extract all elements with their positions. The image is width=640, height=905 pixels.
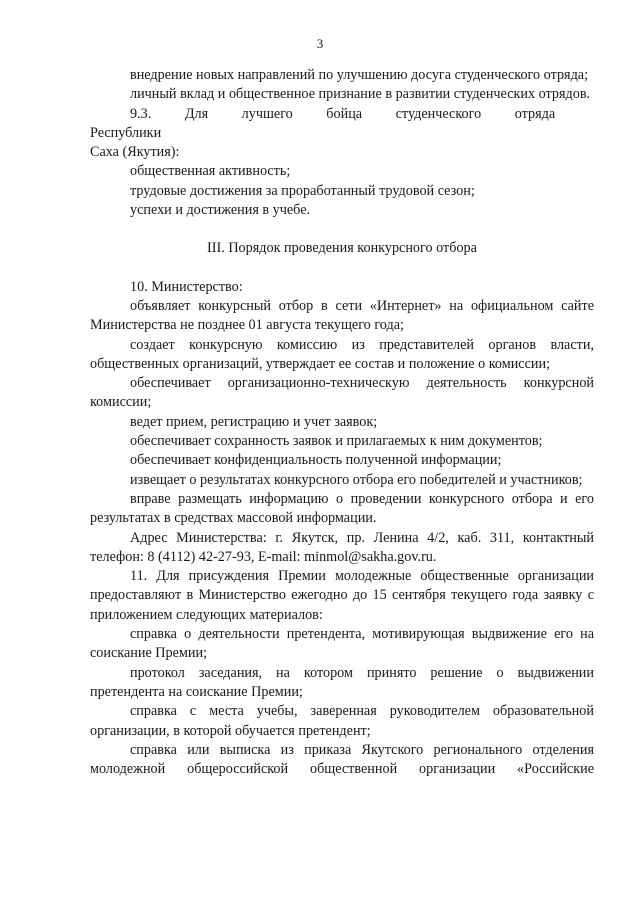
list-item: трудовые достижения за проработанный трудовой сезон; <box>130 182 475 199</box>
list-item: извещает о результатах конкурсного отбора его победителей и участников; <box>130 471 583 488</box>
list-item: объявляет конкурсный отбор в сети «Интернет» на официальном сайте Министерства не позднее 01 августа текущего года; <box>90 297 594 334</box>
list-item: обеспечивает конфиденциальность полученной информации; <box>130 452 502 469</box>
list-item: справка или выписка из приказа Якутского регионального отделения молодежной общероссийской общественной организации «Российские <box>90 741 594 778</box>
list-item: общественная активность; <box>130 163 291 180</box>
document-body <box>90 66 594 779</box>
paragraph: внедрение новых направлений по улучшению досуга студенческого отряда; <box>130 67 589 83</box>
list-item: ведет прием, регистрацию и учет заявок; <box>130 413 378 430</box>
address-paragraph: Адрес Министерства: г. Якутск, пр. Ленина 4/2, каб. 311, контактный телефон: 8 (4112) 42-27-93, E-mail: minmol@sakha.gov.ru. <box>90 529 594 565</box>
item-9-3-line: Саха (Якутия): <box>90 144 180 161</box>
paragraph: личный вклад и общественное признание в развитии студенческих отрядов. <box>130 86 591 103</box>
list-item: создает конкурсную комиссию из представителей органов власти, общественных организаций, утверждает ее состав и положение о комиссии; <box>90 336 594 372</box>
page-number: 3 <box>316 36 324 51</box>
list-item: справка о деятельности претендента, мотивирующая выдвижение его на соискание Премии; <box>90 626 594 662</box>
list-item: справка с места учебы, заверенная руководителем образовательной организации, в которой обучается претендент; <box>90 703 594 739</box>
item-11-paragraph: 11. Для присуждения Премии молодежные общественные организации предоставляют в Министерство ежегодно до 15 сентября текущего года заявку с приложением следующих материалов: <box>90 568 594 623</box>
list-item: обеспечивает организационно-техническую деятельность конкурсной комиссии; <box>90 375 594 411</box>
section-heading: III. Порядок проведения конкурсного отбора <box>207 240 477 257</box>
list-item: успехи и достижения в учебе. <box>130 202 311 219</box>
list-item: вправе размещать информацию о проведении конкурсного отбора и его результатах в средствах массовой информации. <box>90 490 594 527</box>
list-item: обеспечивает сохранность заявок и прилагаемых к ним документов; <box>130 433 543 450</box>
item-9-3-line: 9.3. Для лучшего бойца студенческого отряда Республики <box>90 105 556 141</box>
item-10-title: 10. Министерство: <box>130 278 243 295</box>
list-item: протокол заседания, на котором принято решение о выдвижении претендента на соискание Премии; <box>90 664 594 700</box>
